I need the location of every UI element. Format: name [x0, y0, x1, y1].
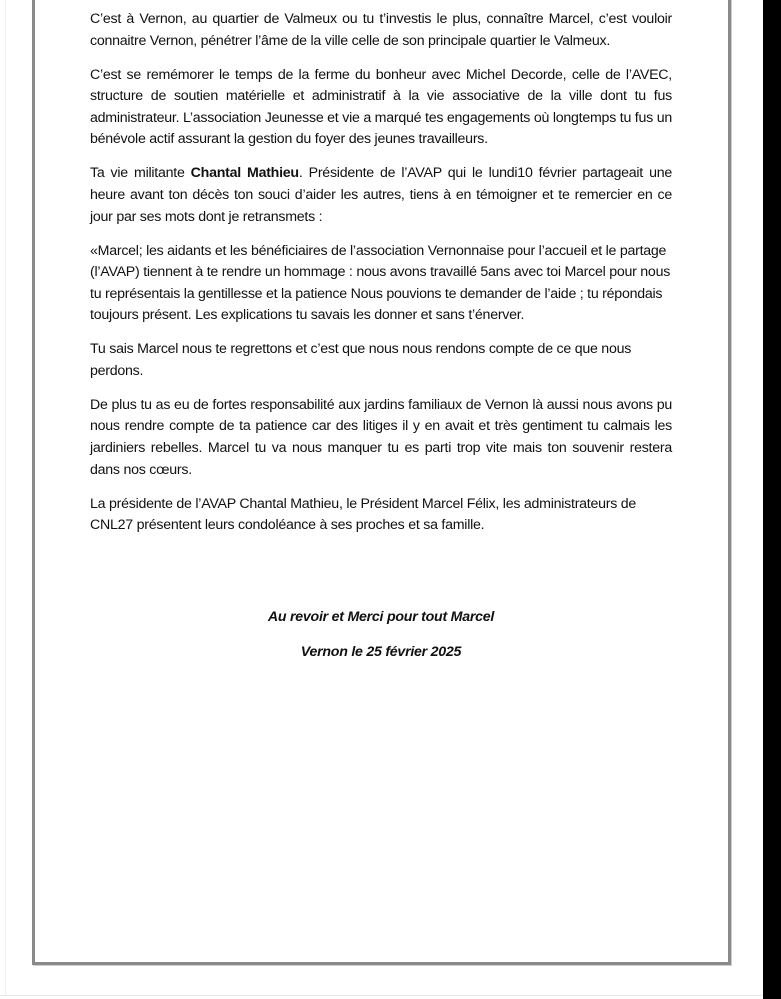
page-bottom-divider — [0, 995, 763, 996]
document-body — [90, 9, 672, 549]
paragraph-ferme-du-bonheur: C’est se remémorer le temps de la ferme du bonheur avec Michel Decorde, celle de l’AVEC, structure de soutien matérielle et administratif à la vie associative de la ville dont tu fus administrateur. L’association Jeunesse et vie a marqué tes engagements où longtemps tu fus un bénévole actif assurant la gestion du foyer des jeunes travailleurs. — [90, 66, 672, 148]
paragraph-prefix: Ta vie militante — [90, 165, 191, 182]
paragraph-regrets: Tu sais Marcel nous te regrettons et c’est que nous nous rendons compte de ce que nous perdons. — [90, 341, 632, 379]
closing-date-place: Vernon le 25 février 2025 — [300, 644, 462, 660]
paragraph-jardins-familiaux: De plus tu as eu de fortes responsabilité aux jardins familiaux de Vernon là aussi nous avons pu nous rendre compte de ta patience car des litiges il y en avait et très gentiment tu calmais les jardiniers rebelles. Marcel tu va nous manquer tu es parti trop vite mais ton souvenir restera dans nos cœurs. — [90, 396, 672, 478]
paragraph-vernon-valmeux: C’est à Vernon, au quartier de Valmeux ou tu t’investis le plus, connaître Marcel, c’est vouloir connaitre Vernon, pénétrer l’âme de la ville celle de son principale quartier le Valmeux. — [90, 11, 672, 49]
closing-farewell: Au revoir et Merci pour tout Marcel — [267, 609, 495, 625]
viewer-edge-strip — [763, 0, 781, 999]
page-edge-line — [5, 0, 6, 995]
paragraph-suffix: . Présidente de l’AVAP qui le lundi10 février partageait une heure avant ton décès ton souci d’aider les autres, tiens à en témoigner et te remercier en ce jour par ses mots dont je retransmets : — [90, 165, 672, 225]
paragraph-vie-militante — [90, 163, 672, 228]
bold-name-chantal-mathieu: Chantal Mathieu — [190, 165, 299, 182]
paragraph-condoleances: La présidente de l’AVAP Chantal Mathieu, le Président Marcel Félix, les administrateurs de CNL27 présentent leurs condoléance à ses proches et sa famille. — [90, 495, 637, 534]
paragraph-avap-tribute-quote: «Marcel; les aidants et les bénéficiaires de l’association Vernonnaise pour l’accueil et le partage (l’AVAP) tiennent à te rendre un hommage : nous avons travaillé 5ans avec toi Marcel pour nous tu représentais la gentillesse et la patience Nous pouvions te demander de l’aide ; tu répondais toujours présent. Les explications tu savais les donner et sans t’énerver. — [90, 242, 671, 324]
